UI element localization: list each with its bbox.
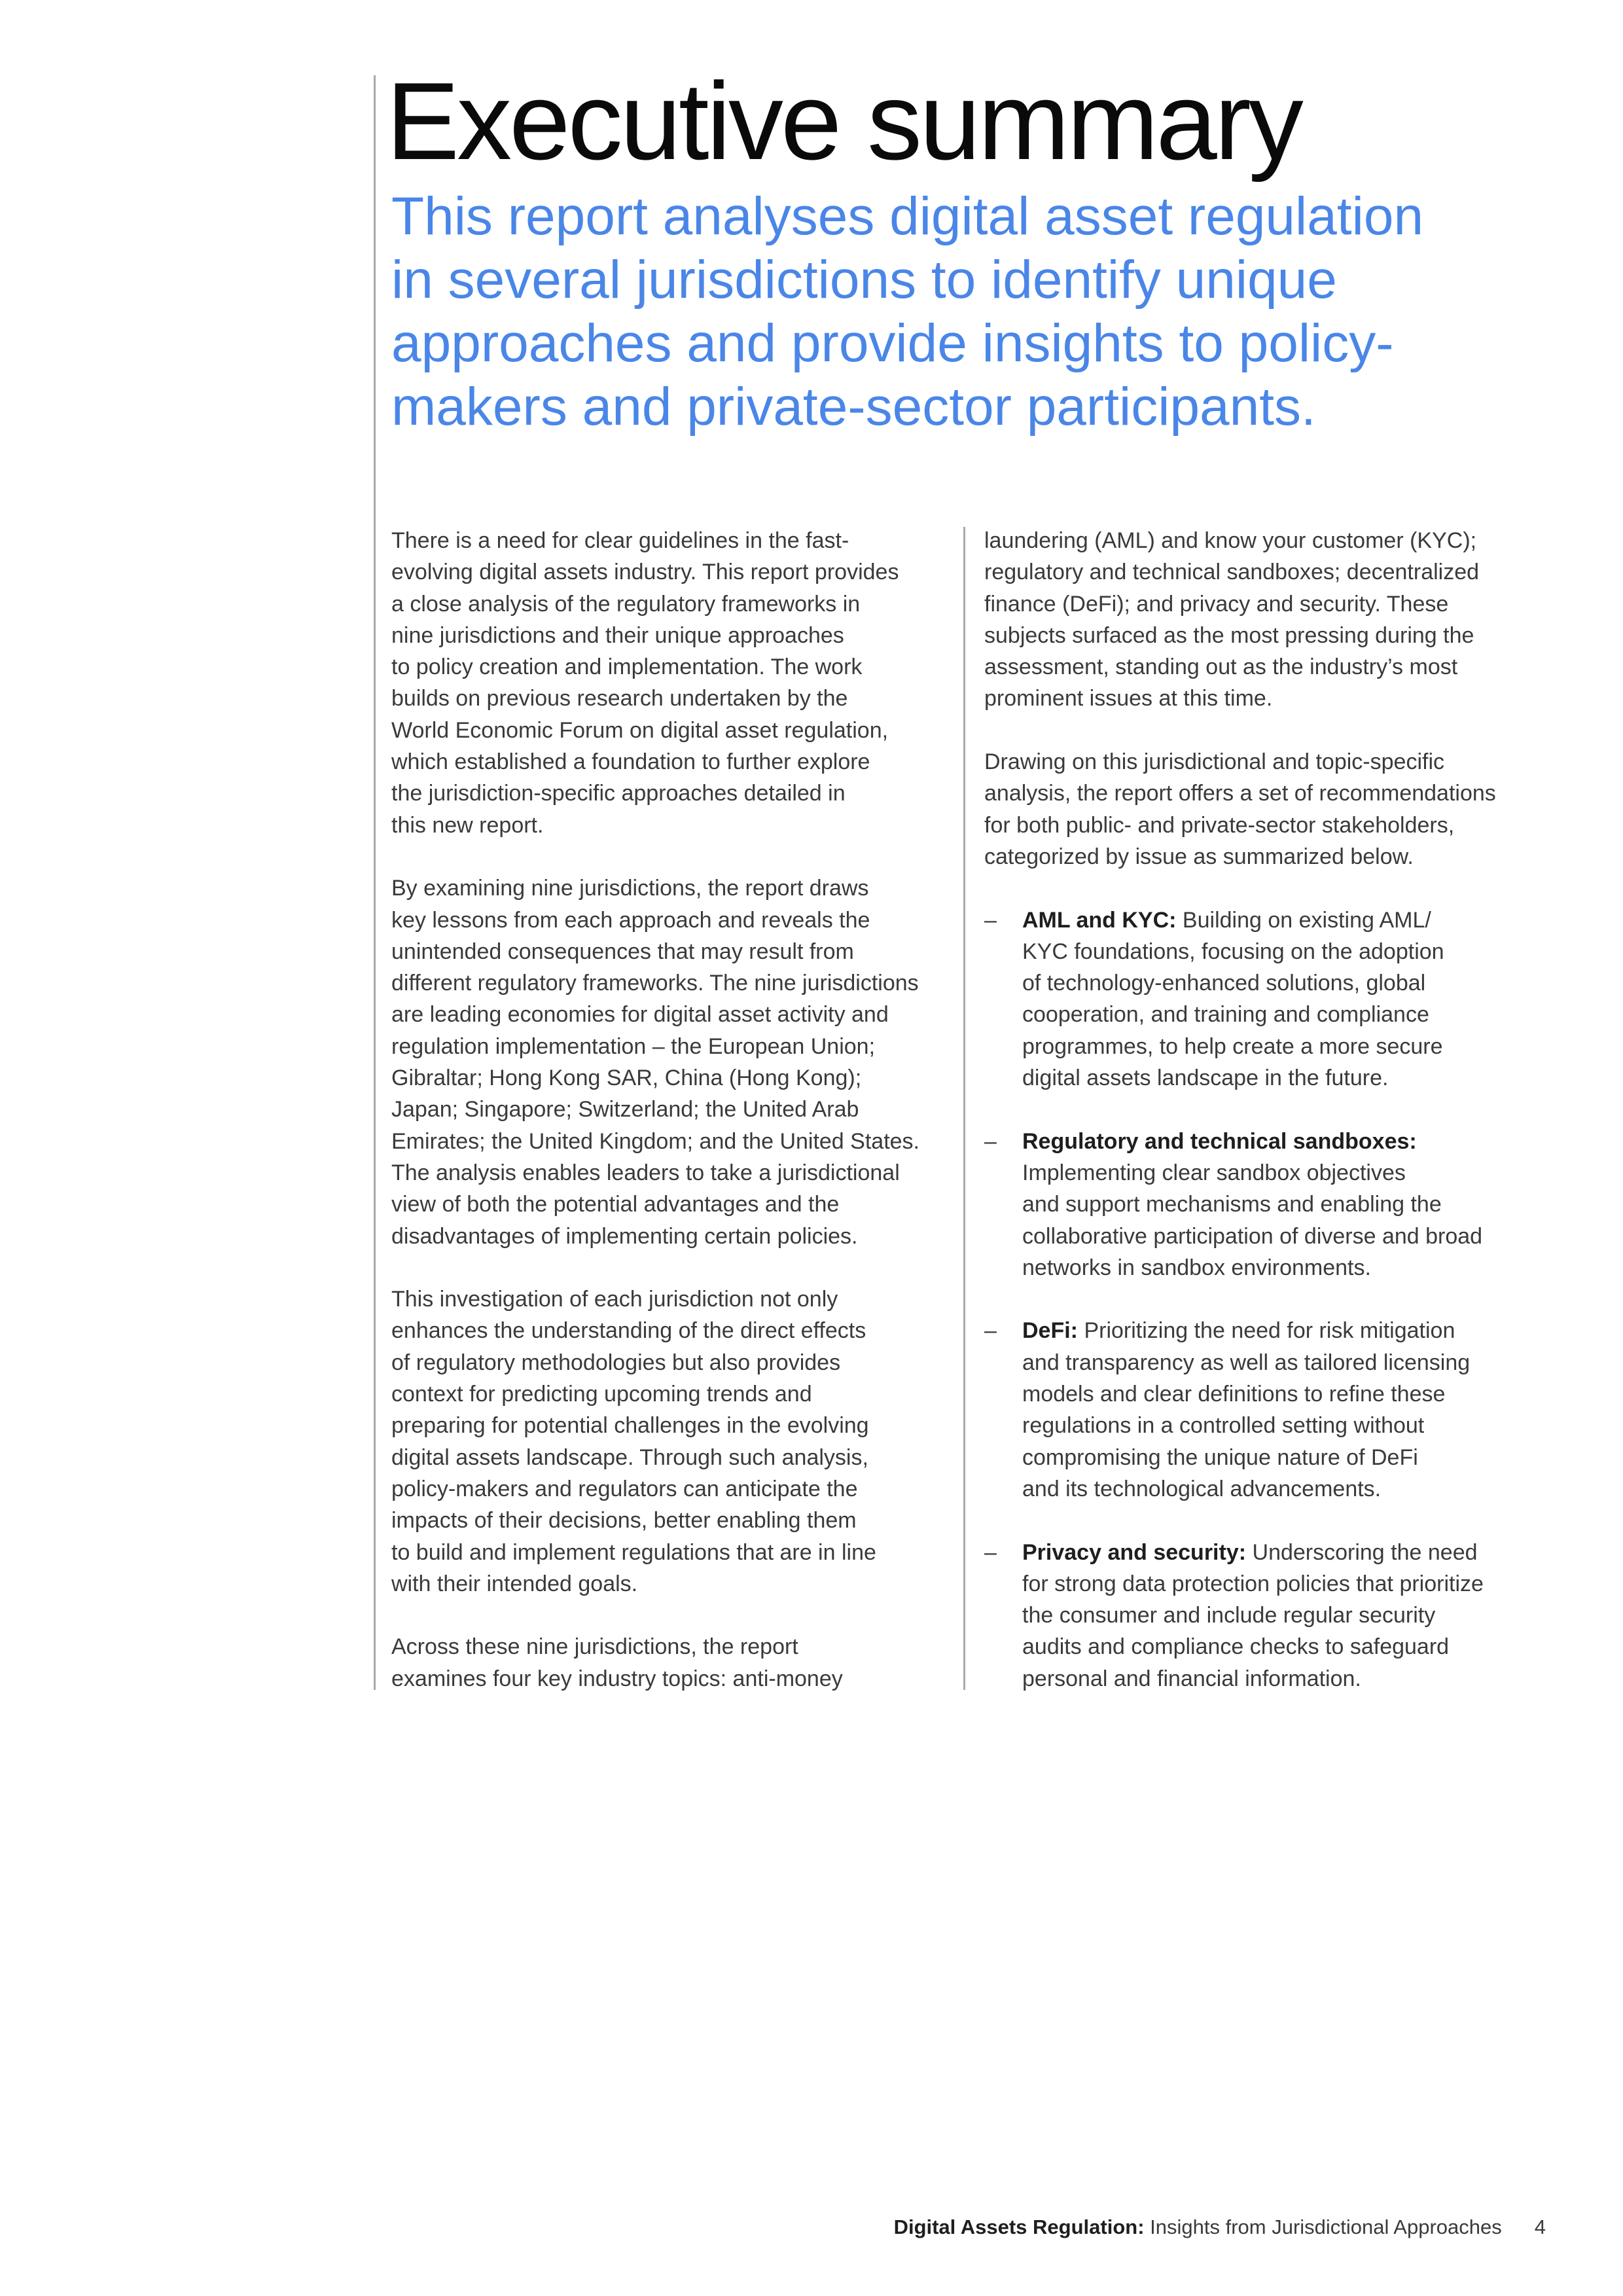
text-line: impacts of their decisions, better enabling them — [391, 1508, 857, 1534]
lead-line: in several jurisdictions to identify unique — [391, 250, 1337, 310]
text-line: the jurisdiction-specific approaches detailed in — [391, 781, 846, 806]
text-line: to policy creation and implementation. The work — [391, 655, 863, 680]
text-line: Across these nine jurisdictions, the report — [391, 1634, 798, 1660]
bullet-label: AML and KYC: — [1022, 907, 1177, 933]
body-paragraph-3 — [391, 1283, 954, 1600]
footer-report-subtitle: Insights from Jurisdictional Approaches — [1144, 2215, 1502, 2238]
text-line: this new report. — [391, 812, 544, 838]
bullet-privacy-security — [984, 1537, 1560, 1695]
text-line: and support mechanisms and enabling the — [1022, 1192, 1442, 1217]
text-line: context for predicting upcoming trends and — [391, 1382, 812, 1407]
bullet-first-line — [1022, 1537, 1560, 1568]
dash-marker: – — [984, 1539, 997, 1565]
column-divider-rule — [963, 527, 965, 1690]
dash-marker: – — [984, 1318, 997, 1344]
text-line: The analysis enables leaders to take a jurisdictional — [391, 1160, 900, 1185]
text-line: for both public- and private-sector stakeholders, — [984, 812, 1455, 838]
text-line: examines four key industry topics: anti-money — [391, 1666, 843, 1691]
text-line: collaborative participation of diverse and broad — [1022, 1223, 1483, 1249]
text-line: evolving digital assets industry. This report provides — [391, 560, 899, 585]
text-line: laundering (AML) and know your customer (KYC); — [984, 528, 1477, 553]
text-line: By examining nine jurisdictions, the report draws — [391, 876, 869, 901]
text-line: to build and implement regulations that are in line — [391, 1539, 876, 1565]
text-line: audits and compliance checks to safeguard — [1022, 1634, 1450, 1660]
dash-marker: – — [984, 1128, 997, 1154]
bullet-label: DeFi: — [1022, 1318, 1078, 1344]
body-paragraph-2 — [391, 872, 954, 1252]
bullet-first-line — [1022, 905, 1560, 936]
text-line: policy-makers and regulators can anticipate the — [391, 1476, 858, 1501]
bullet-text: Building on existing AML/ — [1176, 907, 1431, 933]
text-line: networks in sandbox environments. — [1022, 1255, 1371, 1280]
text-line: are leading economies for digital asset activity and — [391, 1002, 889, 1028]
text-line: programmes, to help create a more secure — [1022, 1033, 1443, 1059]
text-line: personal and financial information. — [1022, 1666, 1361, 1691]
text-line: prominent issues at this time. — [984, 686, 1273, 711]
right-column — [984, 525, 1560, 1695]
text-line: models and clear definitions to refine these — [1022, 1382, 1446, 1407]
text-line: This investigation of each jurisdiction not only — [391, 1287, 838, 1312]
text-line: regulatory and technical sandboxes; decentralized — [984, 560, 1480, 585]
body-paragraph-4 — [391, 1631, 954, 1695]
text-line: Emirates; the United Kingdom; and the United States. — [391, 1128, 920, 1154]
text-line: subjects surfaced as the most pressing during the — [984, 622, 1474, 648]
bullet-label: Privacy and security: — [1022, 1539, 1247, 1565]
text-line: the consumer and include regular security — [1022, 1603, 1436, 1628]
text-line: different regulatory frameworks. The nine jurisdictions — [391, 971, 919, 996]
page-title: Executive summary — [386, 60, 1301, 183]
footer-report-title: Digital Assets Regulation: — [893, 2215, 1145, 2238]
text-line: cooperation, and training and compliance — [1022, 1002, 1429, 1028]
lead-line: makers and private-sector participants. — [391, 377, 1316, 437]
text-line: for strong data protection policies that prioritize — [1022, 1571, 1484, 1596]
text-line: categorized by issue as summarized below. — [984, 844, 1414, 869]
bullet-defi — [984, 1315, 1560, 1505]
text-line: finance (DeFi); and privacy and security. These — [984, 591, 1449, 617]
text-line: key lessons from each approach and reveals the — [391, 907, 870, 933]
lead-paragraph — [391, 185, 1504, 439]
text-line: Implementing clear sandbox objectives — [1022, 1160, 1406, 1185]
text-line: and transparency as well as tailored licensing — [1022, 1350, 1471, 1375]
text-line: regulations in a controlled setting without — [1022, 1413, 1425, 1439]
text-line: enhances the understanding of the direct effects — [391, 1318, 866, 1344]
text-line: builds on previous research undertaken by the — [391, 686, 848, 711]
body-paragraph-6 — [984, 746, 1560, 872]
bullet-label: Regulatory and technical sandboxes: — [1022, 1128, 1417, 1154]
text-line: Japan; Singapore; Switzerland; the United Arab — [391, 1097, 859, 1122]
page-number: 4 — [1534, 2215, 1546, 2238]
text-line: regulation implementation – the European Union; — [391, 1033, 876, 1059]
text-line: KYC foundations, focusing on the adoption — [1022, 939, 1444, 964]
text-line: digital assets landscape. Through such analysis, — [391, 1444, 868, 1470]
text-line: Gibraltar; Hong Kong SAR, China (Hong Kong); — [391, 1066, 862, 1091]
text-line: nine jurisdictions and their unique approaches — [391, 622, 844, 648]
text-line: of technology-enhanced solutions, global — [1022, 971, 1426, 996]
text-line: with their intended goals. — [391, 1571, 638, 1596]
bullet-first-line — [1022, 1126, 1560, 1157]
text-line: and its technological advancements. — [1022, 1476, 1382, 1501]
bullet-aml-kyc — [984, 905, 1560, 1094]
body-paragraph-1 — [391, 525, 954, 841]
text-line: digital assets landscape in the future. — [1022, 1066, 1389, 1091]
bullet-text: Underscoring the need — [1246, 1539, 1478, 1565]
left-column — [391, 525, 954, 1695]
dash-marker: – — [984, 907, 997, 933]
text-line: Drawing on this jurisdictional and topic-specific — [984, 749, 1444, 775]
text-line: analysis, the report offers a set of recommendations — [984, 781, 1496, 806]
body-paragraph-5 — [984, 525, 1560, 715]
text-line: assessment, standing out as the industry’s most — [984, 655, 1458, 680]
bullet-text: Prioritizing the need for risk mitigation — [1078, 1318, 1455, 1344]
text-line: compromising the unique nature of DeFi — [1022, 1444, 1418, 1470]
left-margin-rule — [374, 75, 376, 1690]
bullet-first-line — [1022, 1315, 1560, 1346]
text-line: preparing for potential challenges in the evolving — [391, 1413, 869, 1439]
text-line: unintended consequences that may result from — [391, 939, 854, 964]
text-line: of regulatory methodologies but also provides — [391, 1350, 841, 1375]
text-line: There is a need for clear guidelines in the fast- — [391, 528, 849, 553]
lead-line: This report analyses digital asset regulation — [391, 187, 1424, 246]
lead-line: approaches and provide insights to policy- — [391, 314, 1394, 373]
text-line: which established a foundation to further explore — [391, 749, 870, 775]
text-line: World Economic Forum on digital asset regulation, — [391, 717, 889, 743]
bullet-sandboxes — [984, 1126, 1560, 1283]
page-footer — [894, 2214, 1546, 2240]
text-line: disadvantages of implementing certain policies. — [391, 1223, 858, 1249]
text-line: view of both the potential advantages and the — [391, 1192, 840, 1217]
text-line: a close analysis of the regulatory frameworks in — [391, 591, 861, 617]
